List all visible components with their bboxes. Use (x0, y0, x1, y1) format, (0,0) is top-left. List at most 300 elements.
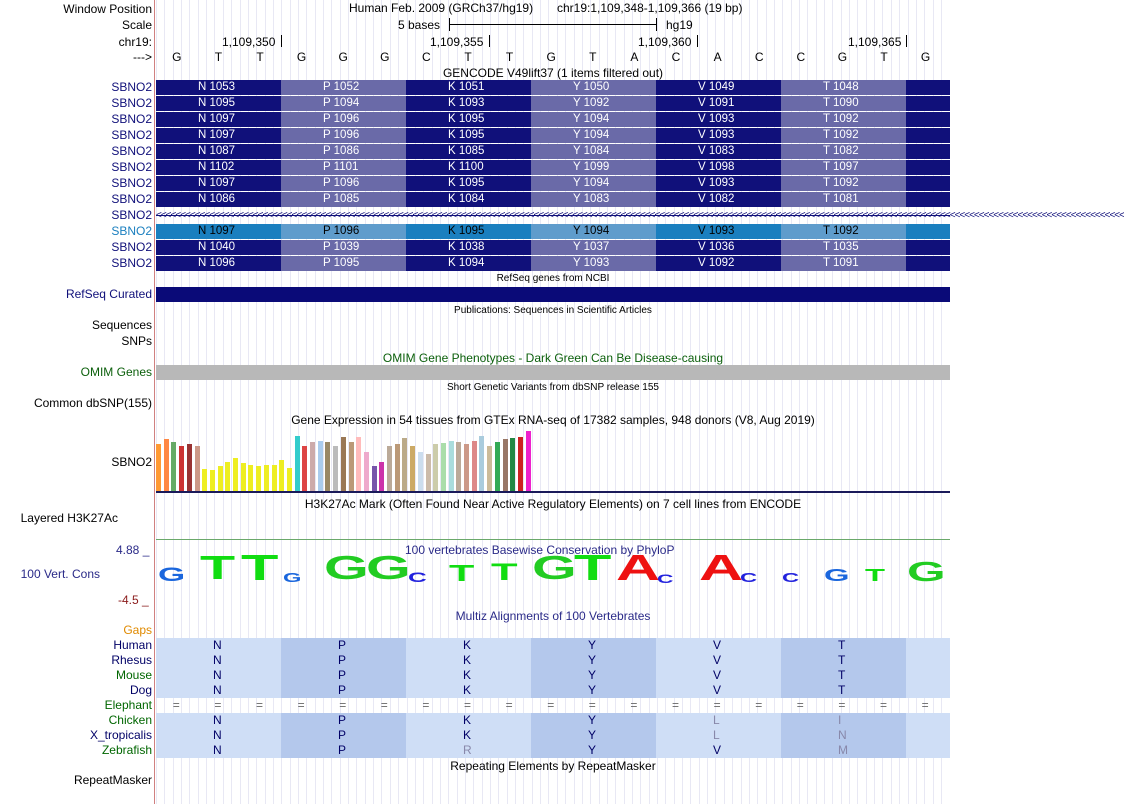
aligned-codon[interactable] (406, 713, 531, 728)
gencode-row-label[interactable]: SBNO2 (111, 112, 152, 126)
gencode-transcript[interactable] (156, 176, 950, 191)
conservation-glyph[interactable]: T (865, 565, 886, 586)
codon-cell[interactable] (656, 192, 781, 207)
base-letter: G (920, 50, 931, 64)
refseq-gene-bar[interactable] (156, 287, 950, 302)
codon-cell[interactable] (281, 80, 406, 95)
aligned-codon[interactable] (781, 668, 906, 683)
gencode-row-label[interactable]: SBNO2 (111, 224, 152, 238)
conservation-glyph[interactable]: G (158, 564, 186, 586)
aligned-codon[interactable] (656, 683, 781, 698)
codon-cell[interactable] (281, 128, 406, 143)
gencode-transcript[interactable] (156, 96, 950, 111)
aligned-codon[interactable] (531, 728, 656, 743)
gtex-tissue-bar[interactable] (495, 442, 500, 491)
aligned-codon[interactable] (781, 638, 906, 653)
base-letter: C (754, 50, 764, 64)
refseq-title[interactable]: RefSeq genes from NCBI (496, 273, 610, 284)
codon-cell[interactable] (531, 240, 656, 255)
codon-cell[interactable] (781, 144, 906, 159)
gencode-row-label[interactable]: SBNO2 (111, 128, 152, 142)
gtex-tissue-bar[interactable] (187, 444, 192, 491)
aligned-codon[interactable] (531, 683, 656, 698)
aligned-codon[interactable] (406, 683, 531, 698)
conservation-glyph[interactable]: C (407, 568, 427, 585)
aligned-residue: Y (588, 713, 597, 727)
codon-cell[interactable] (156, 256, 281, 271)
gtex-tissue-bar[interactable] (179, 446, 184, 491)
codon-cell[interactable] (656, 224, 781, 239)
aligned-codon[interactable] (156, 713, 281, 728)
species-label[interactable]: Zebrafish (101, 743, 152, 757)
codon-cell[interactable] (656, 128, 781, 143)
species-alignment-row[interactable] (156, 668, 950, 683)
coord-tick (489, 35, 490, 47)
codon-cell[interactable] (781, 128, 906, 143)
codon-cell[interactable] (781, 192, 906, 207)
aligned-residue: P (338, 653, 347, 667)
gtex-tissue-bar[interactable] (395, 444, 400, 491)
codon-cell[interactable] (781, 112, 906, 127)
gtex-tissue-bar[interactable] (479, 436, 484, 491)
aligned-codon[interactable] (781, 743, 906, 758)
coord-label: 1,109,350 (222, 35, 276, 49)
codon-cell[interactable] (531, 80, 656, 95)
h3k27ac-label[interactable]: Layered H3K27Ac (20, 511, 118, 525)
codon-label: K 1093 (448, 97, 485, 109)
species-alignment-row[interactable] (156, 713, 950, 728)
scale-label: Scale (121, 18, 152, 32)
coord-tick (697, 35, 698, 47)
gtex-tissue-bar[interactable] (210, 470, 215, 491)
conservation-glyph[interactable]: T (449, 560, 475, 587)
aligned-codon[interactable] (656, 743, 781, 758)
codon-label: V 1093 (698, 113, 735, 125)
gtex-tissue-bar[interactable] (487, 446, 492, 491)
aligned-codon[interactable] (406, 668, 531, 683)
repeatmasker-title[interactable]: Repeating Elements by RepeatMasker (450, 759, 656, 773)
gencode-transcript[interactable] (156, 80, 950, 95)
gtex-tissue-bar[interactable] (156, 444, 161, 491)
gencode-row-label[interactable]: SBNO2 (111, 192, 152, 206)
codon-cell[interactable] (406, 128, 531, 143)
aligned-codon[interactable] (281, 638, 406, 653)
aligned-codon[interactable] (531, 713, 656, 728)
gencode-row-label[interactable]: SBNO2 (111, 240, 152, 254)
codon-cell[interactable] (406, 96, 531, 111)
gap-marker: = (588, 698, 596, 712)
gtex-tissue-bar[interactable] (248, 465, 253, 491)
codon-cell[interactable] (406, 144, 531, 159)
gtex-tissue-bar[interactable] (410, 446, 415, 491)
codon-cell[interactable] (656, 144, 781, 159)
species-label[interactable]: Mouse (115, 668, 152, 682)
gtex-tissue-bar[interactable] (295, 436, 300, 491)
aligned-codon[interactable] (156, 653, 281, 668)
gtex-tissue-bar[interactable] (233, 458, 238, 491)
codon-label: Y 1084 (573, 145, 610, 157)
aligned-codon[interactable] (281, 728, 406, 743)
codon-cell[interactable] (156, 112, 281, 127)
omim-title[interactable]: OMIM Gene Phenotypes - Dark Green Can Be Disease-causing (382, 351, 724, 365)
codon-cell-partial[interactable] (906, 80, 950, 95)
codon-cell-partial[interactable] (906, 176, 950, 191)
gtex-tissue-bar[interactable] (241, 463, 246, 491)
gencode-row-label[interactable]: SBNO2 (111, 80, 152, 94)
gencode-transcript[interactable] (156, 224, 950, 239)
codon-cell[interactable] (531, 176, 656, 191)
gtex-tissue-bar[interactable] (310, 442, 315, 491)
gtex-tissue-bar[interactable] (225, 462, 230, 491)
gencode-transcript[interactable] (156, 144, 950, 159)
aligned-codon-partial (906, 683, 950, 698)
codon-cell[interactable] (531, 144, 656, 159)
codon-cell[interactable] (156, 176, 281, 191)
gtex-tissue-bar[interactable] (318, 441, 323, 491)
aligned-codon[interactable] (156, 638, 281, 653)
gtex-tissue-bar[interactable] (449, 441, 454, 491)
codon-label: N 1102 (198, 161, 235, 173)
codon-cell-partial[interactable] (906, 160, 950, 175)
aligned-residue: Y (588, 668, 597, 682)
conservation-glyph[interactable]: T (490, 558, 518, 586)
base-letter: C (671, 50, 681, 64)
gtex-tissue-bar[interactable] (256, 466, 261, 491)
aligned-codon[interactable] (281, 653, 406, 668)
gencode-transcript[interactable] (156, 208, 1124, 223)
aligned-residue: V (713, 743, 722, 757)
codon-cell[interactable] (656, 160, 781, 175)
aligned-codon[interactable] (531, 653, 656, 668)
gtex-tissue-bar[interactable] (433, 444, 438, 491)
gtex-tissue-bar[interactable] (464, 444, 469, 491)
species-alignment-row[interactable] (156, 743, 950, 758)
conservation-glyph[interactable]: G (532, 550, 578, 588)
species-alignment-row[interactable] (156, 698, 950, 713)
codon-cell-partial[interactable] (906, 112, 950, 127)
aligned-residue: N (213, 713, 222, 727)
codon-cell[interactable] (406, 256, 531, 271)
codon-cell[interactable] (781, 224, 906, 239)
aligned-residue: V (713, 653, 722, 667)
gtex-tissue-bar[interactable] (402, 438, 407, 491)
aligned-codon[interactable] (656, 728, 781, 743)
aligned-codon[interactable] (156, 728, 281, 743)
codon-cell[interactable] (406, 112, 531, 127)
omim-label[interactable]: OMIM Genes (80, 365, 152, 379)
gtex-tissue-bar[interactable] (325, 442, 330, 491)
conservation-glyph[interactable]: C (740, 571, 758, 586)
codon-cell[interactable] (531, 192, 656, 207)
codon-cell[interactable] (281, 240, 406, 255)
conservation-glyph[interactable]: G (906, 555, 946, 588)
codon-cell[interactable] (531, 160, 656, 175)
gtex-tissue-bar[interactable] (441, 443, 446, 491)
codon-label: P 1095 (323, 257, 360, 269)
aligned-residue: N (213, 728, 222, 742)
codon-cell-partial[interactable] (906, 224, 950, 239)
codon-cell[interactable] (531, 128, 656, 143)
coord-label: 1,109,365 (848, 35, 902, 49)
gtex-tissue-bar[interactable] (379, 462, 384, 491)
codon-label: K 1051 (448, 81, 485, 93)
codon-cell[interactable] (406, 176, 531, 191)
conservation-glyph[interactable]: G (282, 571, 302, 586)
codon-label: K 1095 (448, 225, 485, 237)
conservation-glyph[interactable]: C (782, 571, 800, 586)
aligned-codon[interactable] (781, 728, 906, 743)
aligned-codon[interactable] (156, 668, 281, 683)
codon-cell[interactable] (156, 160, 281, 175)
aligned-codon[interactable] (281, 683, 406, 698)
gtex-title[interactable]: Gene Expression in 54 tissues from GTEx RNA-seq of 17382 samples, 948 donors (V8, Aug 2019) (291, 413, 815, 427)
codon-label: Y 1094 (573, 129, 610, 141)
gtex-tissue-bar[interactable] (279, 460, 284, 492)
codon-label: Y 1094 (573, 225, 610, 237)
gencode-row-label[interactable]: SBNO2 (111, 256, 152, 270)
gtex-tissue-bar[interactable] (287, 468, 292, 491)
base-letter: G (296, 50, 307, 64)
gtex-tissue-bar[interactable] (503, 439, 508, 491)
gencode-row-label[interactable]: SBNO2 (111, 96, 152, 110)
gtex-tissue-bar[interactable] (426, 454, 431, 491)
gtex-tissue-bar[interactable] (202, 469, 207, 491)
species-label[interactable]: Rhesus (111, 653, 152, 667)
phylop-title[interactable]: 100 vertebrates Basewise Conservation by PhyloP (405, 543, 675, 557)
species-label[interactable]: Human (113, 638, 152, 652)
aligned-codon[interactable] (531, 743, 656, 758)
aligned-residue: Y (588, 728, 597, 742)
codon-cell[interactable] (781, 160, 906, 175)
conservation-glyph[interactable]: A (698, 546, 743, 588)
aligned-residue: Y (588, 683, 597, 697)
gtex-tissue-bar[interactable] (456, 442, 461, 491)
repeatmasker-label[interactable]: RepeatMasker (73, 773, 152, 787)
species-alignment-row[interactable] (156, 728, 950, 743)
position-text[interactable]: chr19:1,109,348-1,109,366 (19 bp) (557, 1, 743, 15)
gap-marker: = (339, 698, 347, 712)
h3k27ac-title[interactable]: H3K27Ac Mark (Often Found Near Active Regulatory Elements) on 7 cell lines from ENCODE (304, 497, 802, 511)
codon-cell[interactable] (406, 224, 531, 239)
gtex-tissue-bar[interactable] (341, 437, 346, 491)
aligned-codon[interactable] (156, 683, 281, 698)
codon-label: T 1092 (823, 113, 859, 125)
gencode-row-label[interactable]: SBNO2 (111, 160, 152, 174)
codon-label: P 1039 (323, 241, 360, 253)
codon-label: Y 1037 (573, 241, 610, 253)
conservation-glyph[interactable]: G (324, 550, 370, 588)
codon-cell[interactable] (281, 144, 406, 159)
gtex-tissue-bar[interactable] (510, 438, 515, 491)
dbsnp-label[interactable]: Common dbSNP(155) (33, 396, 152, 410)
codon-cell[interactable] (531, 112, 656, 127)
gencode-transcript[interactable] (156, 128, 950, 143)
gtex-tissue-bar[interactable] (518, 437, 523, 491)
aligned-codon[interactable] (406, 638, 531, 653)
gtex-tissue-bar[interactable] (387, 446, 392, 491)
conservation-glyph[interactable]: T (574, 546, 612, 588)
codon-cell[interactable] (156, 80, 281, 95)
gtex-tissue-bar[interactable] (171, 442, 176, 491)
codon-label: V 1082 (698, 193, 735, 205)
conservation-glyph[interactable]: G (366, 550, 411, 588)
gencode-title[interactable]: GENCODE V49lift37 (1 items filtered out) (442, 66, 664, 80)
gtex-tissue-bar[interactable] (364, 452, 369, 491)
gencode-transcript[interactable] (156, 192, 950, 207)
codon-cell[interactable] (406, 160, 531, 175)
codon-cell[interactable] (281, 224, 406, 239)
multiz-title[interactable]: Multiz Alignments of 100 Vertebrates (455, 609, 651, 623)
codon-cell[interactable] (531, 96, 656, 111)
codon-cell[interactable] (656, 176, 781, 191)
gtex-tissue-bar[interactable] (272, 465, 277, 491)
conservation-glyph[interactable]: C (657, 571, 674, 586)
aligned-codon[interactable] (656, 638, 781, 653)
codon-cell[interactable] (406, 240, 531, 255)
codon-cell[interactable] (531, 256, 656, 271)
codon-cell[interactable] (781, 256, 906, 271)
codon-cell-partial[interactable] (906, 256, 950, 271)
gencode-row-label[interactable]: SBNO2 (111, 176, 152, 190)
aligned-codon[interactable] (531, 668, 656, 683)
codon-cell[interactable] (156, 144, 281, 159)
base-letter: T (256, 50, 264, 64)
gtex-bar-chart[interactable] (156, 428, 576, 491)
codon-cell[interactable] (281, 112, 406, 127)
codon-cell[interactable] (156, 240, 281, 255)
gtex-tissue-bar[interactable] (526, 431, 531, 491)
codon-cell[interactable] (406, 192, 531, 207)
aligned-codon[interactable] (156, 743, 281, 758)
dbsnp-title[interactable]: Short Genetic Variants from dbSNP release 155 (447, 382, 659, 393)
gtex-tissue-bar[interactable] (372, 466, 377, 491)
gtex-tissue-bar[interactable] (264, 465, 269, 491)
aligned-codon[interactable] (281, 668, 406, 683)
codon-cell-partial[interactable] (906, 192, 950, 207)
aligned-residue: V (713, 683, 722, 697)
codon-cell[interactable] (656, 240, 781, 255)
gtex-tissue-bar[interactable] (349, 442, 354, 491)
gencode-row-label[interactable]: SBNO2 (111, 208, 152, 222)
gtex-tissue-bar[interactable] (418, 452, 423, 491)
gap-marker: = (214, 698, 222, 712)
species-label[interactable]: X_tropicalis (89, 728, 152, 742)
aligned-codon[interactable] (781, 713, 906, 728)
codon-cell[interactable] (656, 96, 781, 111)
aligned-codon[interactable] (406, 653, 531, 668)
codon-label: N 1097 (198, 129, 236, 141)
codon-cell[interactable] (781, 176, 906, 191)
aligned-codon[interactable] (656, 653, 781, 668)
aligned-codon[interactable] (406, 743, 531, 758)
codon-cell[interactable] (156, 192, 281, 207)
gtex-tissue-bar[interactable] (164, 439, 169, 491)
codon-cell[interactable] (156, 128, 281, 143)
species-label[interactable]: Elephant (104, 698, 152, 712)
species-alignment-row[interactable] (156, 638, 950, 653)
gtex-tissue-bar[interactable] (218, 466, 223, 491)
species-alignment-row[interactable] (156, 653, 950, 668)
codon-cell[interactable] (281, 160, 406, 175)
gtex-tissue-bar[interactable] (356, 437, 361, 491)
gtex-tissue-bar[interactable] (333, 446, 338, 491)
codon-cell[interactable] (656, 112, 781, 127)
gtex-tissue-bar[interactable] (302, 446, 307, 491)
refseq-label[interactable]: RefSeq Curated (65, 287, 152, 301)
aligned-codon[interactable] (531, 638, 656, 653)
gencode-transcript[interactable] (156, 160, 950, 175)
species-label[interactable]: Chicken (108, 713, 152, 727)
codon-label: P 1052 (323, 81, 360, 93)
codon-cell[interactable] (281, 192, 406, 207)
gtex-tissue-bar[interactable] (472, 441, 477, 491)
aligned-codon[interactable] (281, 713, 406, 728)
phylop-label[interactable]: 100 Vert. Cons (20, 567, 100, 581)
gencode-transcript[interactable] (156, 256, 950, 271)
aligned-codon[interactable] (656, 668, 781, 683)
codon-cell-partial[interactable] (906, 128, 950, 143)
publications-sequences-label[interactable]: Sequences (91, 318, 152, 332)
conservation-glyph[interactable]: G (823, 565, 850, 586)
gtex-label[interactable]: SBNO2 (111, 455, 152, 469)
aligned-residue: P (338, 638, 347, 652)
codon-cell-partial[interactable] (906, 240, 950, 255)
codon-cell[interactable] (281, 256, 406, 271)
codon-label: V 1083 (698, 145, 735, 157)
base-letter: G (546, 50, 556, 64)
codon-cell[interactable] (531, 224, 656, 239)
aligned-codon[interactable] (281, 743, 406, 758)
codon-cell[interactable] (156, 96, 281, 111)
publications-title[interactable]: Publications: Sequences in Scientific Articles (454, 305, 652, 316)
aligned-residue: P (338, 683, 347, 697)
codon-cell-partial[interactable] (906, 96, 950, 111)
codon-cell[interactable] (281, 96, 406, 111)
gtex-tissue-bar[interactable] (195, 446, 200, 491)
aligned-codon[interactable] (781, 683, 906, 698)
aligned-residue: R (463, 743, 472, 757)
codon-label: Y 1083 (573, 193, 610, 205)
codon-cell[interactable] (656, 80, 781, 95)
aligned-codon[interactable] (406, 728, 531, 743)
conservation-glyph[interactable]: T (241, 546, 279, 588)
publications-snps-label[interactable]: SNPs (121, 334, 152, 348)
gap-marker: = (297, 698, 305, 712)
aligned-codon[interactable] (781, 653, 906, 668)
conservation-glyph[interactable]: T (199, 550, 235, 588)
aligned-residue: Y (588, 653, 597, 667)
aligned-codon[interactable] (656, 713, 781, 728)
gencode-transcript[interactable] (156, 240, 950, 255)
codon-label: K 1085 (448, 145, 485, 157)
gencode-transcript[interactable] (156, 112, 950, 127)
codon-cell[interactable] (406, 80, 531, 95)
codon-cell[interactable] (781, 96, 906, 111)
codon-cell[interactable] (656, 256, 781, 271)
codon-cell[interactable] (156, 224, 281, 239)
species-alignment-row[interactable] (156, 683, 950, 698)
codon-label: N 1086 (198, 193, 236, 205)
omim-gene-bar[interactable] (156, 365, 950, 380)
conservation-glyph[interactable]: A (615, 546, 660, 588)
codon-cell-partial[interactable] (906, 144, 950, 159)
species-label[interactable]: Dog (129, 683, 152, 697)
codon-cell[interactable] (781, 240, 906, 255)
codon-cell[interactable] (281, 176, 406, 191)
gencode-row-label[interactable]: SBNO2 (111, 144, 152, 158)
codon-cell[interactable] (781, 80, 906, 95)
gap-marker: = (422, 698, 430, 712)
